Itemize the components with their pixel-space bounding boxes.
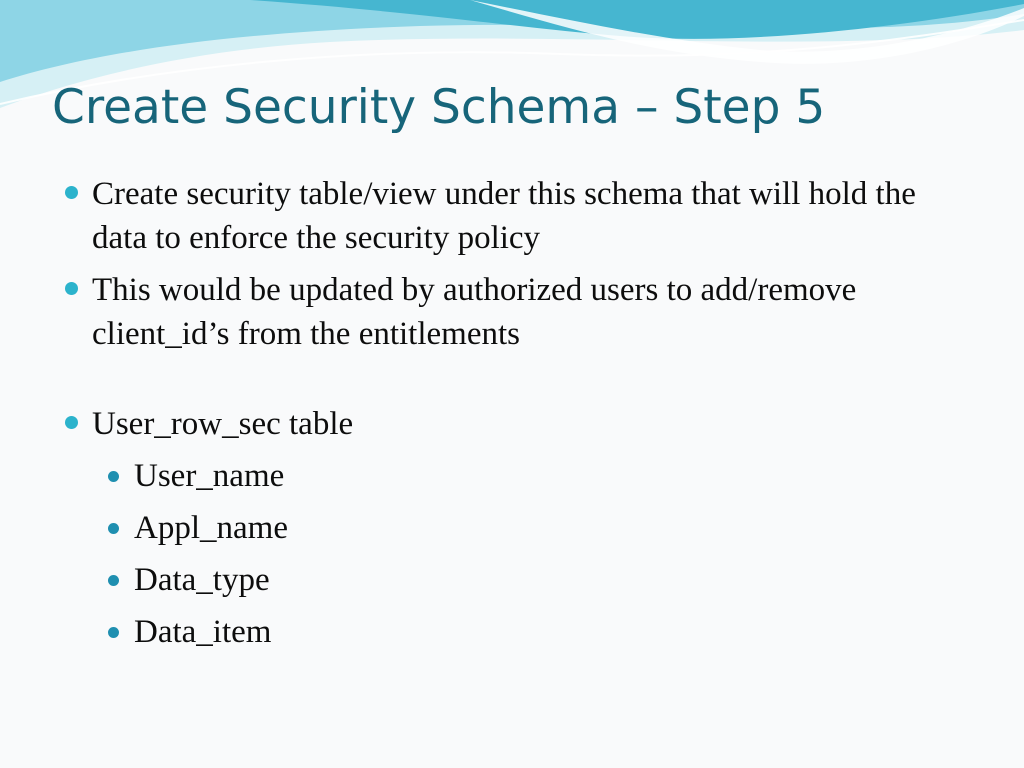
bullet-list (62, 172, 962, 662)
sub-bullet-text: Data_type (134, 562, 270, 598)
sub-bullet-text: Data_item (134, 614, 272, 650)
bullet-text: User_row_sec table (92, 406, 354, 442)
sub-bullet-dot-icon (108, 575, 119, 586)
sub-bullet-item (92, 610, 962, 654)
bullet-item (62, 402, 962, 654)
bullet-dot-icon (65, 186, 78, 199)
sub-bullet-item (92, 454, 962, 498)
sub-bullet-dot-icon (108, 523, 119, 534)
sub-bullet-dot-icon (108, 627, 119, 638)
bullet-text: Create security table/view under this schema that will hold the data to enforce the security policy (92, 176, 916, 256)
sub-bullet-item (92, 506, 962, 550)
sub-bullet-text: User_name (134, 458, 285, 494)
sub-bullet-dot-icon (108, 471, 119, 482)
sub-bullet-list (92, 454, 962, 654)
bullet-item (62, 172, 962, 260)
sub-bullet-text: Appl_name (134, 510, 288, 546)
bullet-item (62, 268, 962, 356)
bullet-dot-icon (65, 416, 78, 429)
slide-title: Create Security Schema – Step 5 (52, 80, 826, 135)
bullet-text: This would be updated by authorized users to add/remove client_id’s from the entitlements (92, 272, 857, 352)
sub-bullet-item (92, 558, 962, 602)
bullet-dot-icon (65, 282, 78, 295)
